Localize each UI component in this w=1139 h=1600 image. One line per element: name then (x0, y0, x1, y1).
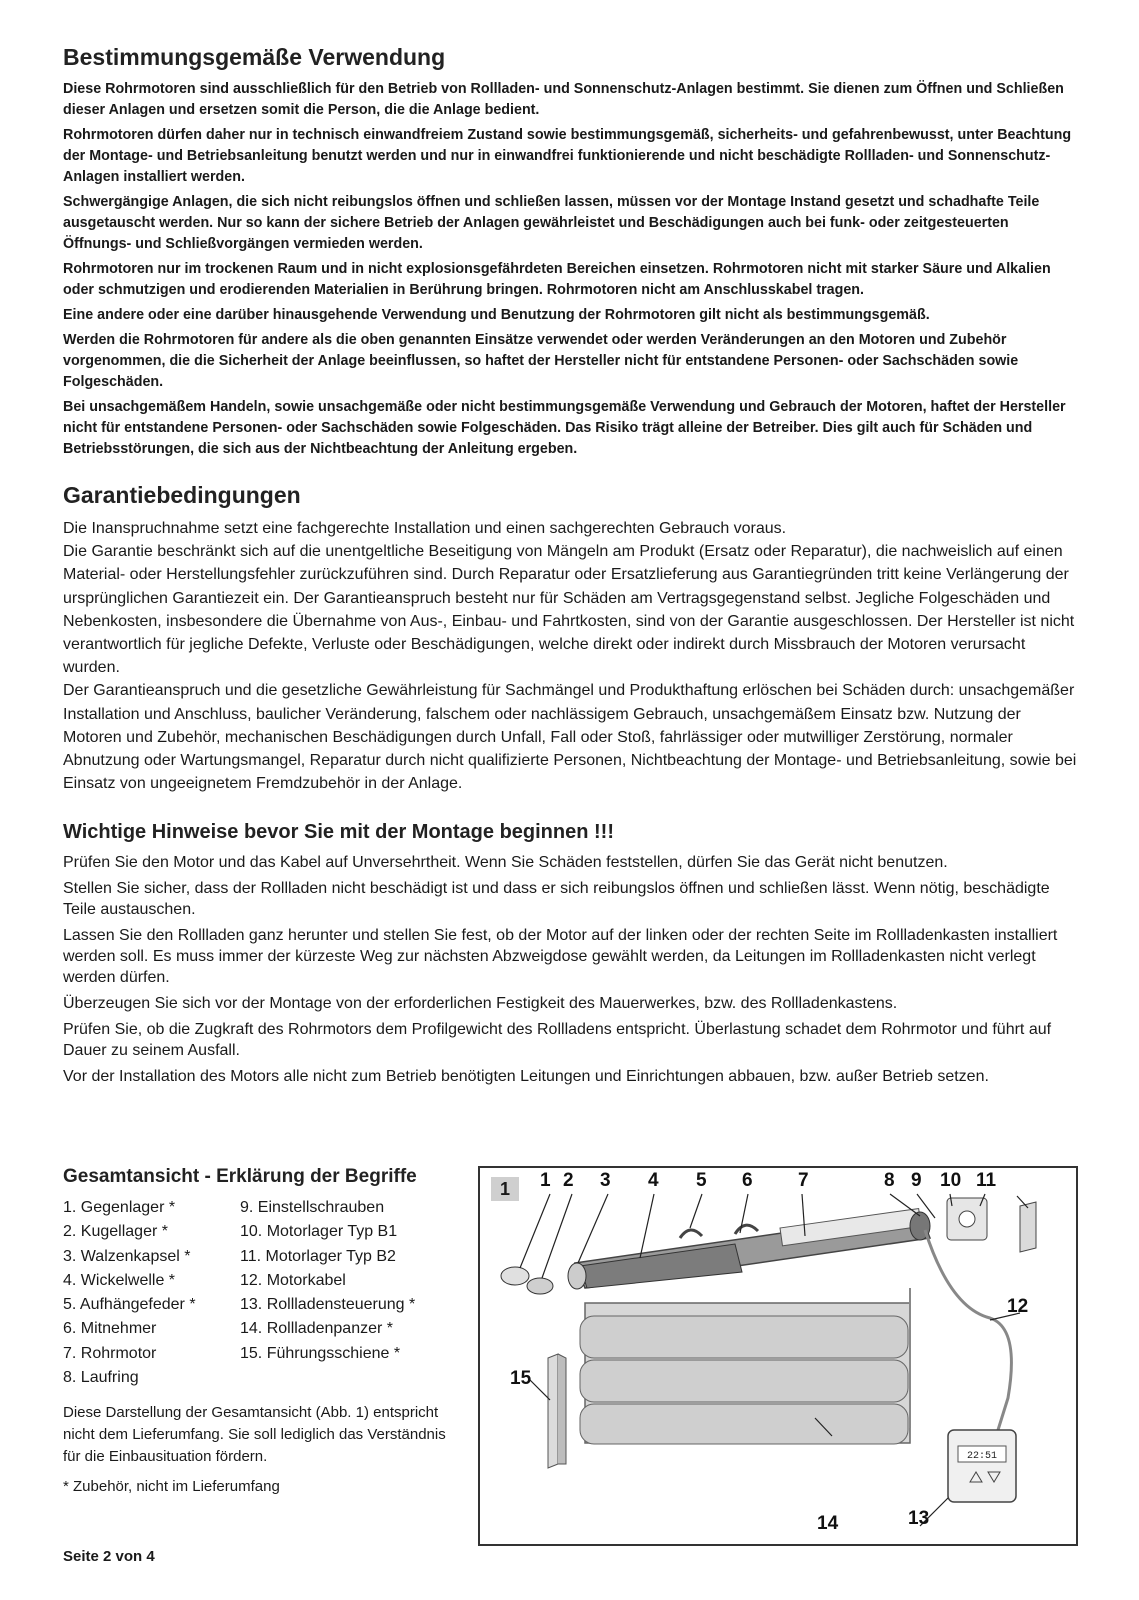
section-hints (63, 821, 1078, 1087)
section-warranty (63, 482, 1078, 795)
figure-overview-diagram (478, 1166, 1078, 1546)
term-item: 3. Walzenkapsel * (63, 1247, 191, 1265)
winding-tube-drawing (501, 1209, 930, 1294)
figure-label: 3 (600, 1170, 611, 1191)
figure-label: 11 (976, 1170, 997, 1191)
hints-title: Wichtige Hinweise bevor Sie mit der Montage beginnen !!! (63, 821, 614, 844)
usage-body (63, 79, 1078, 460)
overview-title: Gesamtansicht - Erklärung der Begriffe (63, 1166, 417, 1187)
figure-label: 13 (908, 1508, 930, 1529)
figure-label: 4 (648, 1170, 659, 1191)
figure-label: 7 (798, 1170, 809, 1191)
paragraph: Prüfen Sie, ob die Zugkraft des Rohrmotors dem Profilgewicht des Rollladens entspricht. Überlastung schadet dem Rohrmotor und führt auf Dauer zu seinem Ausfall. (63, 1021, 1052, 1060)
control-display-time: 22:51 (966, 1451, 998, 1462)
figure-label: 14 (817, 1513, 839, 1534)
motor-bearing-drawing (947, 1198, 1036, 1252)
figure-label: 10 (940, 1170, 962, 1191)
term-item: 11. Motorlager Typ B2 (240, 1247, 396, 1265)
figure-label: 1 (540, 1170, 551, 1191)
term-item: 4. Wickelwelle * (63, 1271, 176, 1289)
motor-cable-drawing (925, 1230, 1011, 1430)
paragraph: Rohrmotoren dürfen daher nur in technisch einwandfreiem Zustand sowie bestimmungsgemäß, sicherheits- und gefahrenbewusst, unter Beachtung der Montage- und Betriebsanleitung benutzt werden und nur in einwandfrei funktionierende und nicht beschädigte Rollladen- und Sonnenschutz-Anlagen installiert werden. (63, 127, 1072, 185)
figure-label: 6 (742, 1170, 753, 1191)
term-item: 9. Einstellschrauben (240, 1199, 385, 1216)
term-item: 12. Motorkabel (240, 1271, 346, 1289)
term-item: 2. Kugellager * (63, 1223, 168, 1241)
figure-number-badge: 1 (491, 1177, 519, 1201)
paragraph: Bei unsachgemäßem Handeln, sowie unsachgemäße oder nicht bestimmungsgemäße Verwendung und Gebrauch der Motoren, haftet der Hersteller nicht für entstandene Personen- oder Sachschäden sowie Folgeschäden. Das Risiko trägt alleine der Betreiber. Dies gilt auch für Schäden und Betriebsstörungen, die sich aus der Nichtbeachtung der Anleitung ergeben. (63, 399, 1066, 457)
paragraph: Prüfen Sie den Motor und das Kabel auf Unversehrtheit. Wenn Sie Schäden feststellen, dürfen Sie das Gerät nicht benutzen. (63, 854, 948, 872)
term-item: 6. Mitnehmer (63, 1320, 157, 1338)
overview-legend (63, 1166, 463, 1495)
paragraph: Schwergängige Anlagen, die sich nicht reibungslos öffnen und schließen lassen, müssen vor der Montage Instand gesetzt und schadhafte Teile ausgetauscht werden. Nur so kann der sichere Betrieb der Anlagen gewährleistet und Beschädigungen auch bei funk- oder zeitgesteuerten Öffnungs- und Schließvorgängen vermieden werden. (63, 194, 1040, 252)
paragraph: Die Inanspruchnahme setzt eine fachgerechte Installation und einen sachgerechten Gebrauch voraus. (63, 520, 787, 537)
figure-label: 2 (563, 1170, 574, 1191)
usage-title: Bestimmungsgemäße Verwendung (63, 44, 446, 70)
paragraph: Lassen Sie den Rollladen ganz herunter und stellen Sie fest, ob der Motor auf der linken oder der rechten Seite im Rollladenkasten installiert werden soll. Es muss immer der kürzeste Weg zur nächsten Abzweigdose gewählt werden, da Leitungen im Rollladenkasten nicht verlegt werden dürfen. (63, 927, 1058, 987)
figure-label: 12 (1007, 1296, 1029, 1317)
figure-label: 5 (696, 1170, 707, 1191)
paragraph: Der Garantieanspruch und die gesetzliche Gewährleistung für Sachmängel und Produkthaftung erlöschen bei Schäden durch: unsachgemäßer Installation und Anschluss, baulicher Veränderung, falschem oder nachlässigem Gebrauch, unsachgemäßem Einsatz bzw. Nutzung der Motoren und Zubehör, mechanischen Beschädigungen durch Unfall, Fall oder Stoß, fahrlässiger oder mutwilliger Zerstörung, normaler Abnutzung oder Wartungsmangel, Reparatur durch nicht qualifizierte Personen, Nichtbeachtung der Montage- und Betriebsanleitung, sowie bei Einsatz von ungeeignetem Fremdzubehör in der Anlage. (63, 682, 1077, 793)
paragraph: Stellen Sie sicher, dass der Rollladen nicht beschädigt ist und dass er sich reibungslos öffnen und schließen lässt. Wenn nötig, beschädigte Teile austauschen. (63, 880, 1050, 919)
term-item: 8. Laufring (63, 1369, 139, 1387)
paragraph: Die Garantie beschränkt sich auf die unentgeltliche Beseitigung von Mängeln am Produkt (Ersatz oder Reparatur), die nachweislich auf einen Material- oder Herstellungsfehler zurückzuführen sind. Durch Reparatur oder Ersatzlieferung aus Garantiegründen tritt keine Verlängerung der ursprünglichen Garantiezeit ein. Der Garantieanspruch besteht nur für Schäden am Vertragsgegenstand selbst. Jegliche Folgeschäden und Nebenkosten, insbesondere die Übernahme von Aus-, Einbau- und Fahrtkosten, sind von der Garantie ausgeschlossen. Der Hersteller ist nicht verantwortlich für jegliche Defekte, Verluste oder Beschädigungen, welche direkt oder indirekt durch Missbrauch der Motoren verursacht wurden. (63, 543, 1075, 677)
figure-label: 9 (911, 1170, 922, 1191)
term-column-1 (63, 1196, 240, 1390)
term-list (63, 1196, 463, 1390)
term-item: 14. Rollladenpanzer * (240, 1320, 393, 1338)
guide-rail-drawing (548, 1354, 566, 1468)
figure-label: 15 (510, 1368, 532, 1389)
paragraph: Diese Rohrmotoren sind ausschließlich für den Betrieb von Rollladen- und Sonnenschutz-Anlagen bestimmt. Sie dienen zum Öffnen und Schließen dieser Anlagen und ersetzen somit die Person, die die Anlage bedient. (63, 81, 1064, 118)
page-content (63, 44, 1078, 1092)
section-usage (63, 44, 1078, 460)
shutter-panel-drawing (580, 1288, 910, 1444)
overview-asterisk-note: * Zubehör, nicht im Lieferumfang (63, 1478, 280, 1496)
warranty-body (63, 517, 1078, 795)
paragraph: Werden die Rohrmotoren für andere als die oben genannten Einsätze verwendet oder werden Veränderungen an den Motoren und Zubehör vorgenommen, die die Sicherheit der Anlage beeinflussen, so haftet der Hersteller nicht für entstandene Personen- oder Sachschäden sowie Folgeschäden. (63, 332, 1019, 390)
roller-shutter-illustration (480, 1168, 1076, 1544)
term-column-2 (240, 1196, 415, 1390)
term-item: 13. Rollladensteuerung * (240, 1296, 416, 1314)
term-item: 15. Führungsschiene * (240, 1344, 401, 1362)
paragraph: Rohrmotoren nur im trockenen Raum und in nicht explosionsgefährdeten Bereichen einsetzen. Rohrmotoren nicht mit starker Säure und Alkalien oder schmutzigen und erodierenden Materialien in Berührung bringen. Rohrmotoren nicht am Anschlusskabel tragen. (63, 261, 1051, 298)
shutter-control-drawing (948, 1430, 1016, 1502)
term-item: 5. Aufhängefeder * (63, 1296, 196, 1314)
warranty-title: Garantiebedingungen (63, 482, 301, 508)
figure-label: 8 (884, 1170, 895, 1191)
overview-note: Diese Darstellung der Gesamtansicht (Abb. 1) entspricht nicht dem Lieferumfang. Sie soll lediglich das Verständnis für die Einbausituation fördern. (63, 1404, 446, 1466)
page-number: Seite 2 von 4 (63, 1548, 155, 1565)
term-item: 10. Motorlager Typ B1 (240, 1223, 398, 1241)
term-item: 1. Gegenlager * (63, 1199, 176, 1216)
hints-body (63, 852, 1078, 1087)
term-item: 7. Rohrmotor (63, 1344, 157, 1362)
paragraph: Vor der Installation des Motors alle nicht zum Betrieb benötigten Leitungen und Einrichtungen abbauen, bzw. außer Betrieb setzen. (63, 1068, 989, 1086)
paragraph: Überzeugen Sie sich vor der Montage von der erforderlichen Festigkeit des Mauerwerkes, bzw. des Rollladenkastens. (63, 995, 898, 1013)
paragraph: Eine andere oder eine darüber hinausgehende Verwendung und Benutzung der Rohrmotoren gilt nicht als bestimmungsgemäß. (63, 307, 930, 323)
